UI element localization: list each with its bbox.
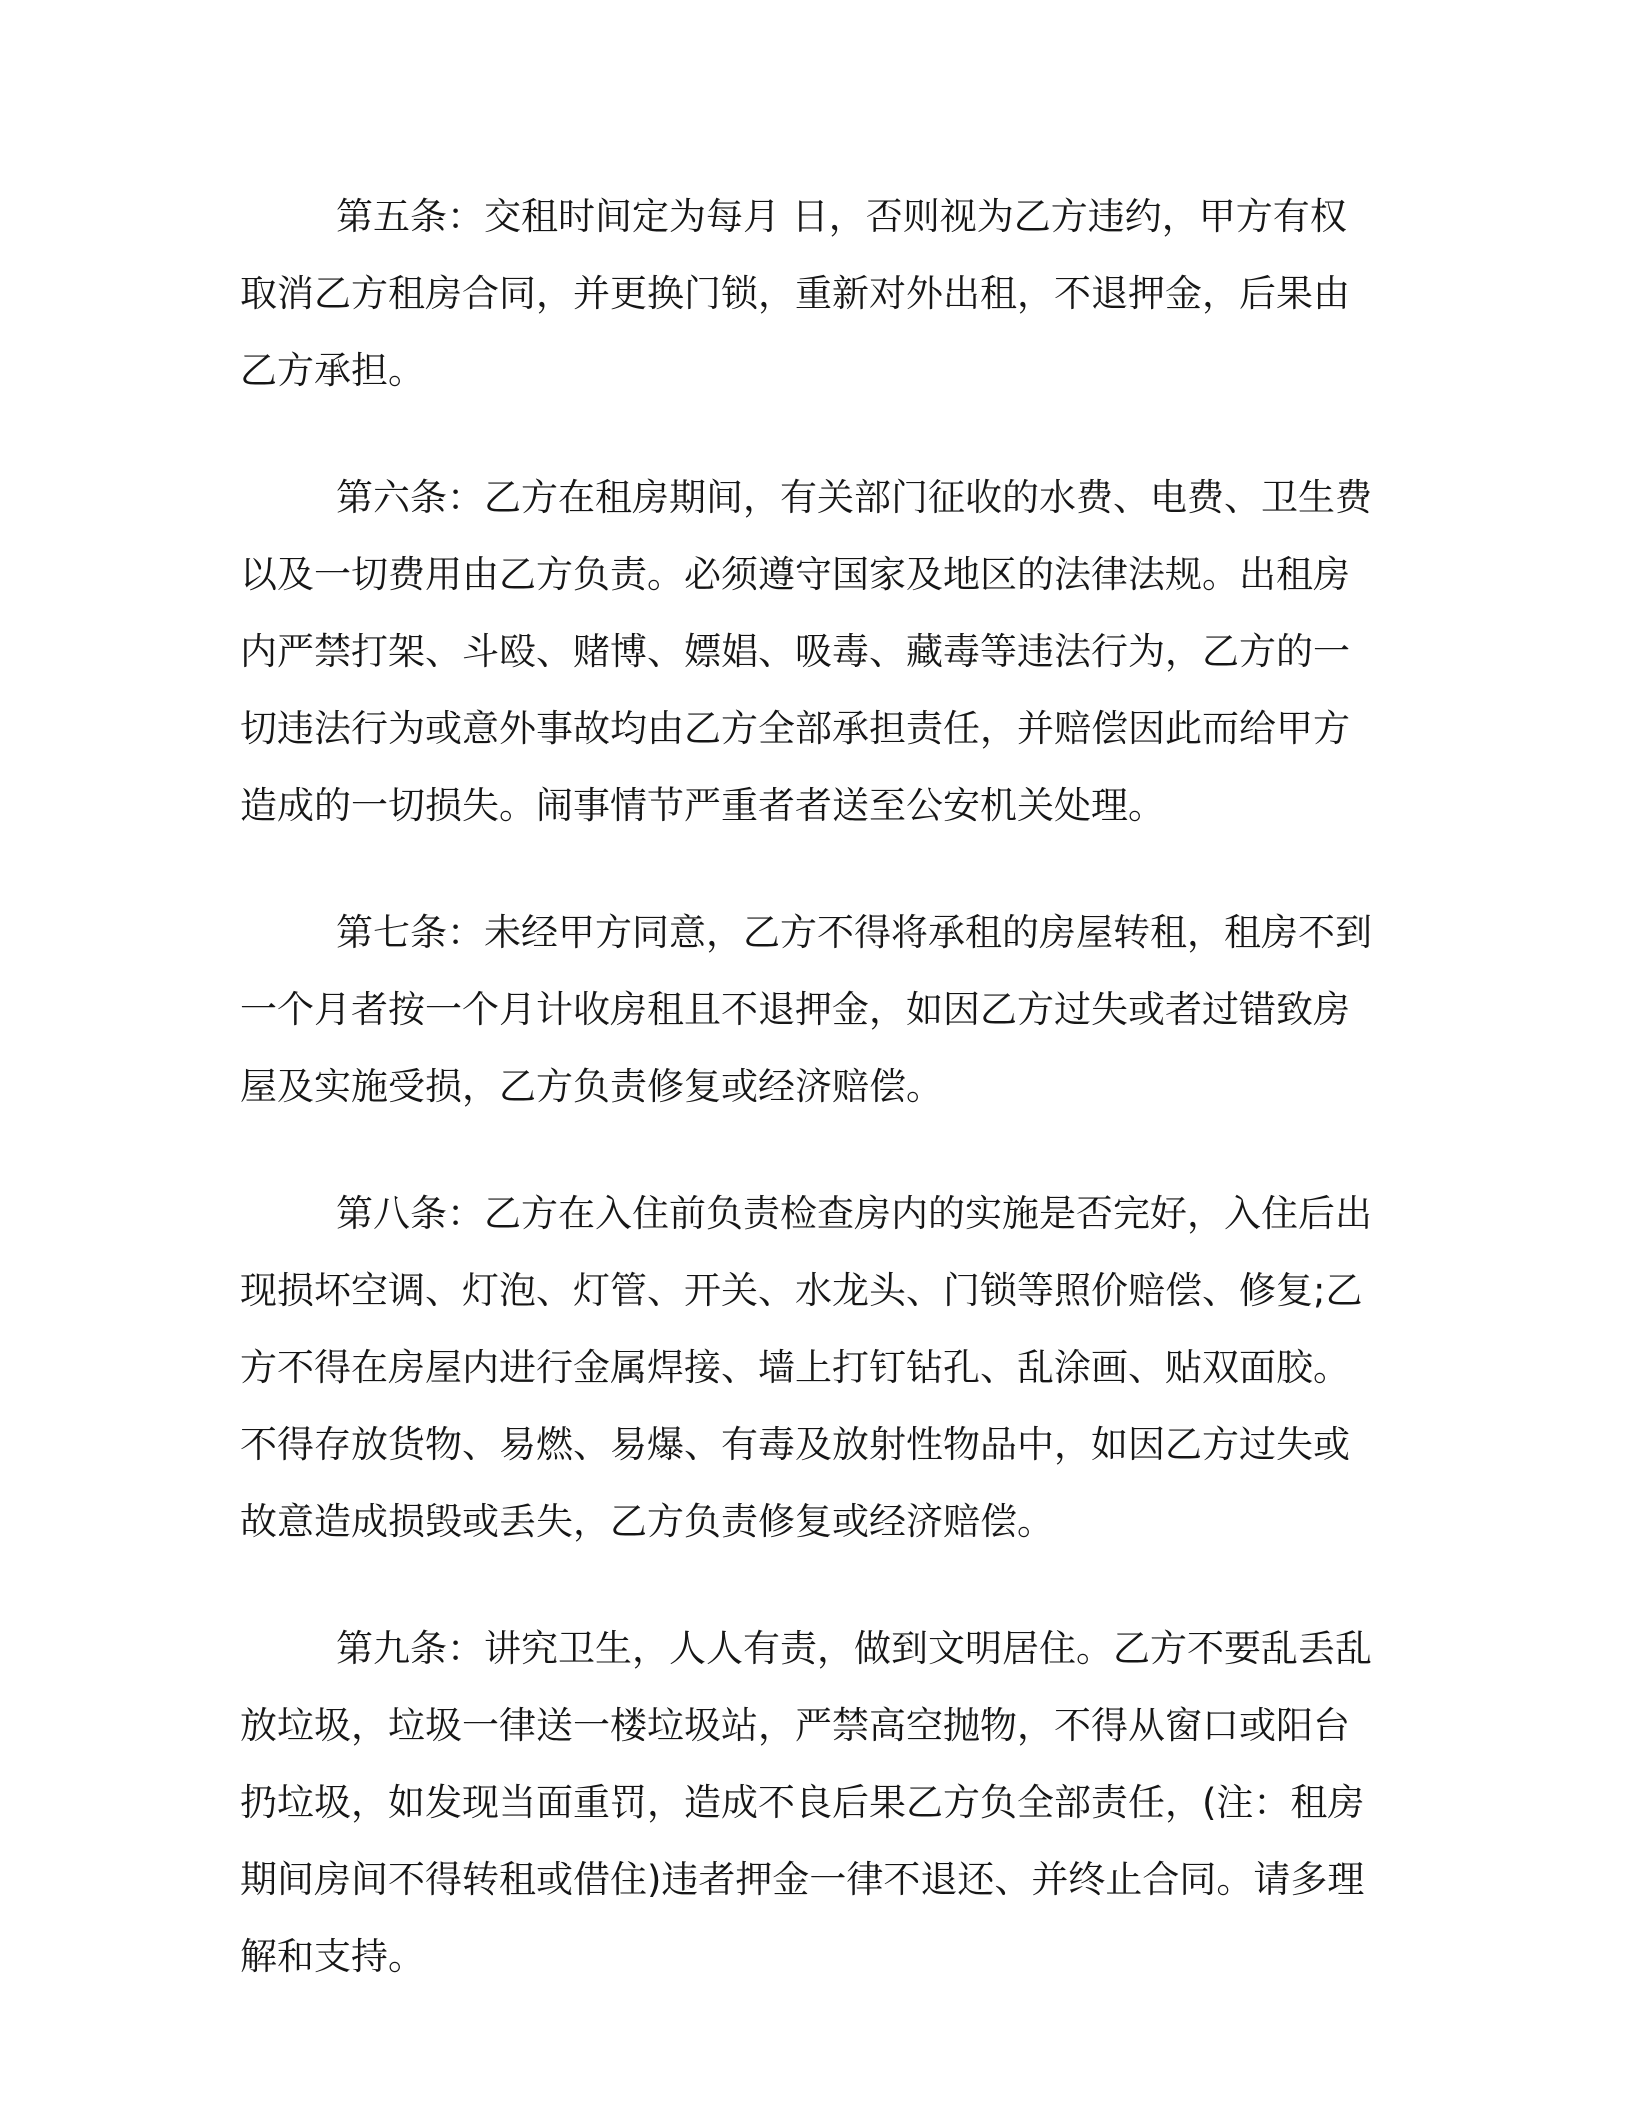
- document-body: [240, 178, 1380, 2045]
- clause-9-paragraph: 第九条：讲究卫生，人人有责，做到文明居住。乙方不要乱丢乱放垃圾，垃圾一律送一楼垃圾站，严禁高空抛物，不得从窗口或阳台扔垃圾，如发现当面重罚，造成不良后果乙方负全部责任，(注：租房期间房间不得转租或借住)违者押金一律不退还、并终止合同。请多理解和支持。: [240, 1627, 1372, 1978]
- clause-8-paragraph: 第八条：乙方在入住前负责检查房内的实施是否完好，入住后出现损坏空调、灯泡、灯管、开关、水龙头、门锁等照价赔偿、修复;乙方不得在房屋内进行金属焊接、墙上打钉钻孔、乱涂画、贴双面胶。不得存放货物、易燃、易爆、有毒及放射性物品中，如因乙方过失或故意造成损毁或丢失，乙方负责修复或经济赔偿。: [240, 1192, 1372, 1543]
- clause-5-paragraph: 第五条：交租时间定为每月 日，否则视为乙方违约，甲方有权取消乙方租房合同，并更换门锁，重新对外出租，不退押金，后果由乙方承担。: [240, 195, 1350, 392]
- clause-6-paragraph: 第六条：乙方在租房期间，有关部门征收的水费、电费、卫生费以及一切费用由乙方负责。必须遵守国家及地区的法律法规。出租房内严禁打架、斗殴、赌博、嫖娼、吸毒、藏毒等违法行为，乙方的一切违法行为或意外事故均由乙方全部承担责任，并赔偿因此而给甲方造成的一切损失。闹事情节严重者者送至公安机关处理。: [240, 476, 1372, 827]
- clause-7-paragraph: 第七条：未经甲方同意，乙方不得将承租的房屋转租，租房不到一个月者按一个月计收房租且不退押金，如因乙方过失或者过错致房屋及实施受损，乙方负责修复或经济赔偿。: [240, 911, 1372, 1108]
